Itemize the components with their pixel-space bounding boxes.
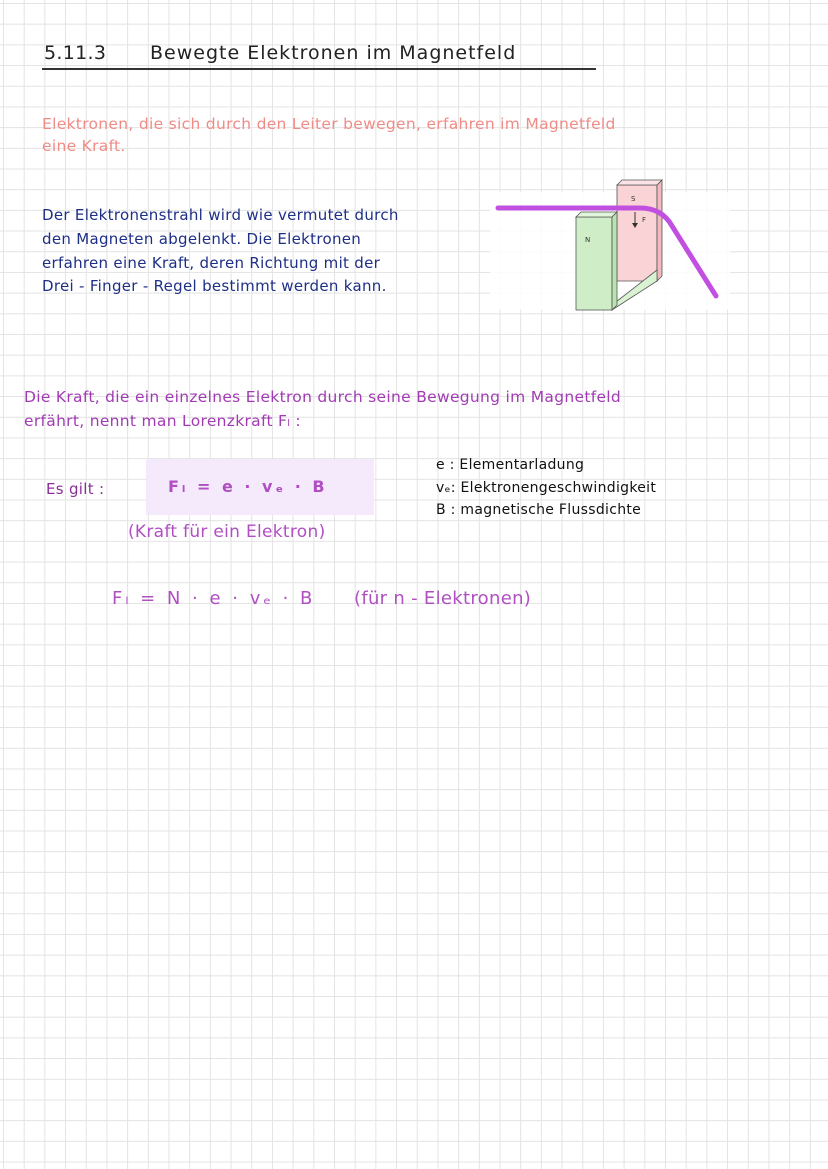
title-underline	[42, 68, 596, 70]
section-number: 5.11.3	[44, 42, 107, 64]
force-label: F	[642, 216, 647, 224]
intro-line-1: Elektronen, die sich durch den Leiter bewegen, erfahren im Magnetfeld	[42, 115, 616, 133]
es-gilt-label: Es gilt :	[46, 480, 105, 498]
intro-line-2: eine Kraft.	[42, 137, 126, 155]
explanation-line-3: erfahren eine Kraft, deren Richtung mit der	[42, 254, 381, 272]
formula-n-note: (für n - Elektronen)	[354, 588, 532, 609]
legend-item-v: vₑ: Elektronengeschwindigkeit	[436, 480, 657, 496]
lorentz-line-1: Die Kraft, die ein einzelnes Elektron durch seine Bewegung im Magnetfeld	[24, 388, 622, 406]
lorentz-formula-n: Fₗ = N · e · vₑ · B	[112, 588, 316, 609]
legend-item-b: B : magnetische Flussdichte	[436, 502, 642, 518]
north-pole-magnet	[576, 212, 617, 310]
explanation-line-2: den Magneten abgelenkt. Die Elektronen	[42, 230, 362, 248]
south-pole-magnet	[617, 180, 662, 281]
formula-note: (Kraft für ein Elektron)	[128, 522, 326, 542]
north-pole-label: N	[585, 236, 591, 244]
lorentz-formula: Fₗ = e · vₑ · B	[168, 477, 328, 496]
explanation-line-4: Drei - Finger - Regel bestimmt werden kann.	[42, 277, 387, 295]
explanation-line-1: Der Elektronenstrahl wird wie vermutet durch	[42, 206, 399, 224]
magnet-beam-diagram	[490, 170, 730, 320]
page-title: Bewegte Elektronen im Magnetfeld	[150, 42, 517, 64]
legend-item-e: e : Elementarladung	[436, 457, 585, 473]
lorentz-line-2: erfährt, nennt man Lorenzkraft Fₗ :	[24, 412, 301, 430]
south-pole-label: S	[631, 195, 636, 203]
